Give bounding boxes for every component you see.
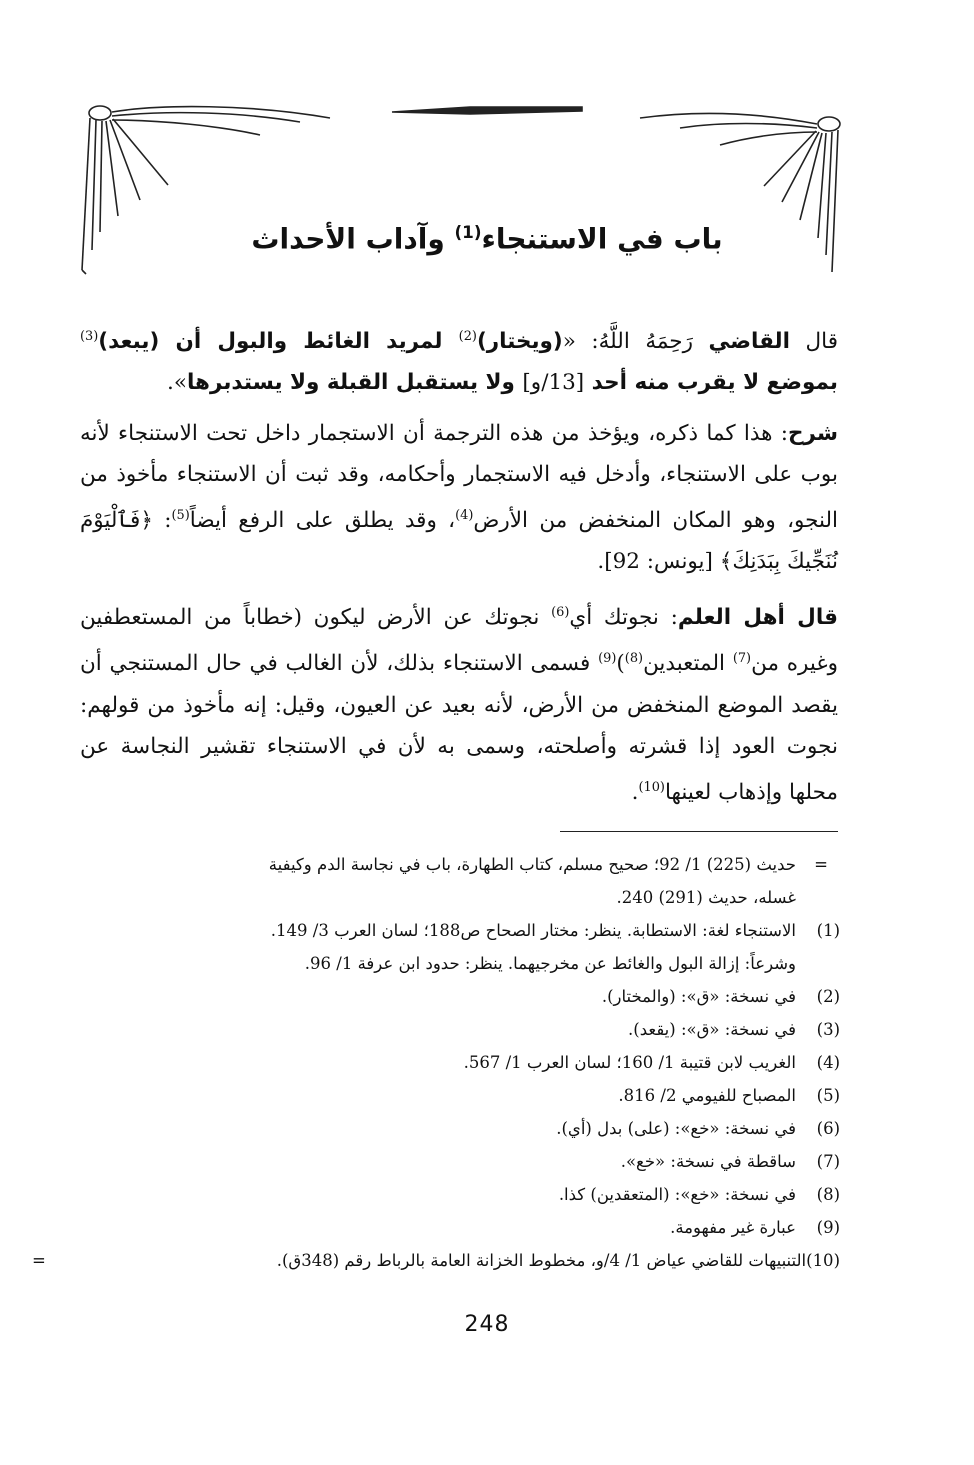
footnote-carryover-cont: غسله، حديث (291) 240.	[616, 888, 796, 907]
footnote-item: (2) في نسخة: «ق»: (والمختار).	[601, 987, 840, 1006]
page-number: 248	[464, 1312, 510, 1337]
footnote-item: (1) الاستنجاء لغة: الاستطابة. ينظر: مختار الصحاح ص188؛ لسان العرب 3/ 149.	[270, 921, 840, 940]
paragraph-ahl-al-ilm: قال أهل العلم: نجوتك أي$^{(6)}$ نجوتك عن الأرض ليكون (خطاباً من المستعطفين وغيره من$^{(7)}$ المتعبدين$^{(8)}$)$^{(9)}$ فسمى الاستنجاء بذلك، لأن الغالب في حال المستنجي أن يقصد الموضع المنخفض من الأرض، لأنه بعيد عن العيون، وقيل: إنه مأخوذ من قولهم: نجوت العود إذا قشرته وأصلحته، وسمى به لأن في الاستنجاء تقشير النجاسة عن محلها وإذهاب لعينها$^{(10)}$.	[80, 605, 839, 805]
footnote-item: وشرعاً: إزالة البول والغائط عن مخرجيهما. ينظر: حدود ابن عرفة 1/ 96.	[304, 954, 796, 973]
main-text	[80, 316, 838, 823]
footnote-item: (8) في نسخة: «خع»: (المتعقدين) كذا.	[558, 1185, 840, 1204]
footnote-item: (3) في نسخة: «ق»: (يقعد).	[628, 1020, 840, 1039]
footnote-item-10: (10)التنبيهات للقاضي عياض 1/ 4/و، مخطوط الخزانة العامة بالرباط رقم (348ق). =	[32, 1251, 840, 1270]
footnote-item: (4) الغريب لابن قتيبة 1/ 160؛ لسان العرب 1/ 567.	[463, 1053, 840, 1072]
ornamental-header-frame	[0, 0, 974, 330]
footnote-carryover: = حديث (225) 1/ 92؛ صحيح مسلم، كتاب الطهارة، باب في نجاسة الدم وكيفية	[268, 855, 828, 874]
paragraph-matn: قال القاضي رَحِمَهُ اللَّهُ: «(ويختار)$^{(2)}$ لمريد الغائط والبول أن (يبعد)$^{(3)}$ بموضع لا يقرب منه أحد [13/و] ولا يستقبل القبلة ولا يستدبرها».	[80, 329, 838, 396]
footnotes	[32, 848, 840, 1277]
footnote-item: (6) في نسخة: «خع»: (على) بدل (أي).	[556, 1119, 840, 1138]
footnote-separator	[560, 831, 838, 832]
footnote-item: (5) المصباح للفيومي 2/ 816.	[618, 1086, 840, 1105]
chapter-title: باب في الاستنجاء$^{(1)}$ وآداب الأحداث	[251, 222, 723, 256]
footnote-item: (9) عبارة غير مفهومة.	[670, 1218, 840, 1237]
paragraph-sharh: شرح: هذا كما ذكره، ويؤخذ من هذه الترجمة أن الاستجمار داخل تحت الاستنجاء لأنه بوب على الاستنجاء، وأدخل فيه الاستجمار وأحكامه، وقد ثبت أن الاستنجاء مأخوذ من النجو، وهو المكان المنخفض من الأرض$^{(4)}$، وقد يطلق على الرفع أيضاً$^{(5)}$: ﴿فَٱلْيَوْمَ نُنَجِّيكَ بِبَدَنِكَ﴾ [يونس: 92].	[80, 421, 839, 575]
footnote-item: (7) ساقطة في نسخة: «خع».	[620, 1152, 840, 1171]
